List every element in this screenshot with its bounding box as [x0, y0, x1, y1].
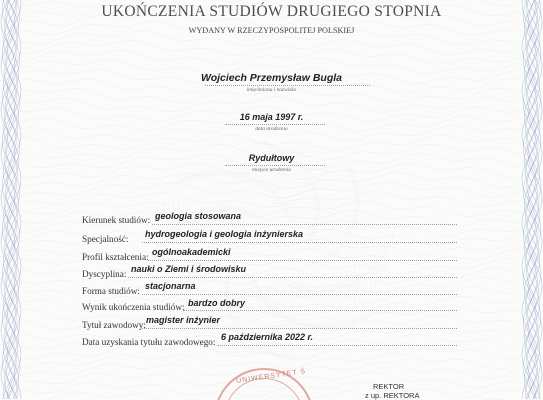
holder-name: Wojciech Przemysław Bugla	[200, 72, 343, 84]
field-value-forma: stacjonarna	[145, 281, 196, 291]
birth-place-caption: miejsce urodzenia	[252, 167, 291, 173]
guilloche-line	[20, 40, 518, 56]
birth-date-caption: data urodzenia	[255, 126, 288, 132]
name-caption: imię/imiona i nazwisko	[246, 87, 297, 93]
field-line	[148, 260, 457, 261]
field-value-profil: ogólnoakademicki	[152, 247, 231, 257]
seal-text: UNIWERSYTET Ś	[235, 368, 307, 385]
field-label-kierunek: Kierunek studiów:	[82, 215, 151, 225]
field-label-dyscyplina: Dyscyplina:	[82, 269, 127, 279]
field-line	[152, 224, 457, 225]
birth-place-line	[225, 165, 325, 166]
field-value-dyscyplina: nauki o Ziemi i środowisku	[131, 264, 247, 274]
field-label-data-tytulu: Data uzyskania tytułu zawodowego:	[82, 337, 216, 347]
field-value-specjalnosc: hydrogeologia i geologia inżynierska	[145, 229, 304, 239]
field-label-profil: Profil kształcenia:	[82, 252, 149, 262]
field-label-forma: Forma studiów:	[82, 286, 140, 296]
diploma-title: UKOŃCZENIA STUDIÓW DRUGIEGO STOPNIA	[101, 3, 442, 20]
birth-date-line	[225, 124, 325, 125]
guilloche-line	[20, 97, 518, 113]
field-line	[128, 277, 457, 278]
field-line	[183, 310, 457, 311]
issued-in-country: WYDANY W RZECZYPOSPOLITEJ POLSKIEJ	[188, 26, 355, 35]
guilloche-line	[20, 192, 518, 208]
guilloche-line	[20, 173, 518, 189]
field-value-data-tytulu: 6 października 2022 r.	[221, 332, 314, 342]
field-value-tytul: magister inżynier	[146, 315, 221, 325]
birth-date: 16 maja 1997 r.	[239, 112, 304, 122]
birth-place: Rydułtowy	[248, 153, 295, 163]
guilloche-line	[20, 49, 518, 65]
field-line	[217, 345, 457, 346]
rektor-deputy: z up. REKTORA	[365, 391, 420, 400]
name-line	[205, 85, 370, 86]
guilloche-line	[20, 353, 518, 369]
field-label-tytul: Tytuł zawodowy:	[82, 320, 146, 330]
field-value-kierunek: geologia stosowana	[155, 211, 242, 221]
field-line	[142, 328, 457, 329]
guilloche-line	[20, 135, 518, 151]
rektor-title: REKTOR	[373, 382, 405, 391]
guilloche-line	[227, 209, 317, 290]
field-line	[142, 294, 457, 295]
field-label-wynik: Wynik ukończenia studiów:	[82, 302, 185, 312]
field-label-specjalnosc: Specjalność:	[82, 234, 129, 244]
field-value-wynik: bardzo dobry	[188, 298, 246, 308]
field-line	[142, 242, 457, 243]
